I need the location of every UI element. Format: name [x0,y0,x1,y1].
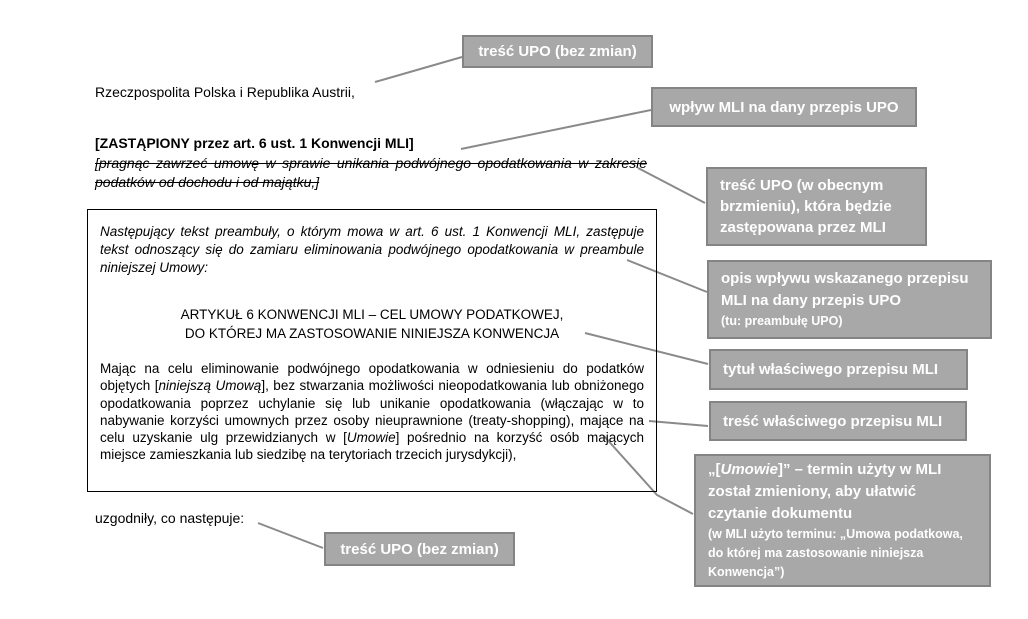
mli-provision-box [87,209,657,492]
mli-article-title-line1: ARTYKUŁ 6 KONWENCJI MLI – CEL UMOWY PODATKOWEJ, [180,307,564,322]
callout-upo-replaced [706,167,927,246]
connector-mli-impact [461,110,651,149]
mli-article-title [100,305,644,343]
connector-upo-unchanged-bottom [258,523,323,548]
mli-provision-text: Mając na celu eliminowanie podwójnego opodatkowania w odniesieniu do podatków objętych [niniejszą Umową], bez stwarzania możliwości nieopodatkowania lub obniżonego opodatkowania poprzez uchylanie się lub unikanie opodatkowania (włączając w to nabywanie korzyści umownych przez osoby nieuprawnione (treaty-shopping), mające na celu uzyskanie ulg przewidzianych w [Umowie] pośrednio na korzyść osób mających miejsce zamieszkania lub siedzibę na terytoriach trzecich jurysdykcji), [100,361,644,463]
callout-term-change [694,454,991,587]
connector-upo-unchanged-top [375,57,462,82]
callout-label: tytuł właściwego przepisu MLI [723,361,939,378]
treaty-parties-line: Rzeczpospolita Polska i Republika Austrii, [95,84,355,100]
callout-label: treść właściwego przepisu MLI [723,412,943,430]
mli-effect-description: Następujący tekst preambuły, o którym mowa w art. 6 ust. 1 Konwencji MLI, zastępuje tekst odnoszący się do zamiaru eliminowania podwójnego opodatkowania w preambule niniejszej Umowy: [100,224,644,275]
callout-note: (w MLI użyto terminu: „Umowa podatkowa, do której ma zastosowanie niniejsza Konwencja”) [708,527,963,579]
callout-impact-description [707,260,992,339]
callout-label: „[Umowie]” – termin użyty w MLI został zmieniony, aby ułatwić czytanie dokumentu [708,461,942,522]
callout-label: wpływ MLI na dany przepis UPO [669,98,899,116]
connector-upo-replaced [638,168,705,203]
struck-preamble-text: [pragnąc zawrzeć umowę w sprawie unikania podwójnego opodatkowania w zakresie podatków od dochodu i od majątku,] [95,155,647,190]
callout-upo-unchanged-top [462,35,653,68]
connector-mli-content [649,421,708,426]
callout-mli-impact [651,87,917,127]
replaced-by-mli-header: [ZASTĄPIONY przez art. 6 ust. 1 Konwencji MLI] [95,135,414,151]
callout-upo-unchanged-bottom [324,532,515,566]
callout-mli-title [709,349,968,390]
callout-label: treść UPO (bez zmian) [340,540,499,558]
callout-label: treść UPO (w obecnym brzmieniu), która będzie zastępowana przez MLI [720,177,892,236]
callout-label: opis wpływu wskazanego przepisu MLI na dany przepis UPO [721,270,969,309]
closing-line: uzgodniły, co następuje: [95,510,245,526]
callout-note: (tu: preambułę UPO) [721,314,843,328]
mli-article-title-line2: DO KTÓREJ MA ZASTOSOWANIE NINIEJSZA KONWENCJA [184,326,560,341]
callout-label: treść UPO (bez zmian) [478,43,637,60]
callout-mli-content [709,401,967,441]
